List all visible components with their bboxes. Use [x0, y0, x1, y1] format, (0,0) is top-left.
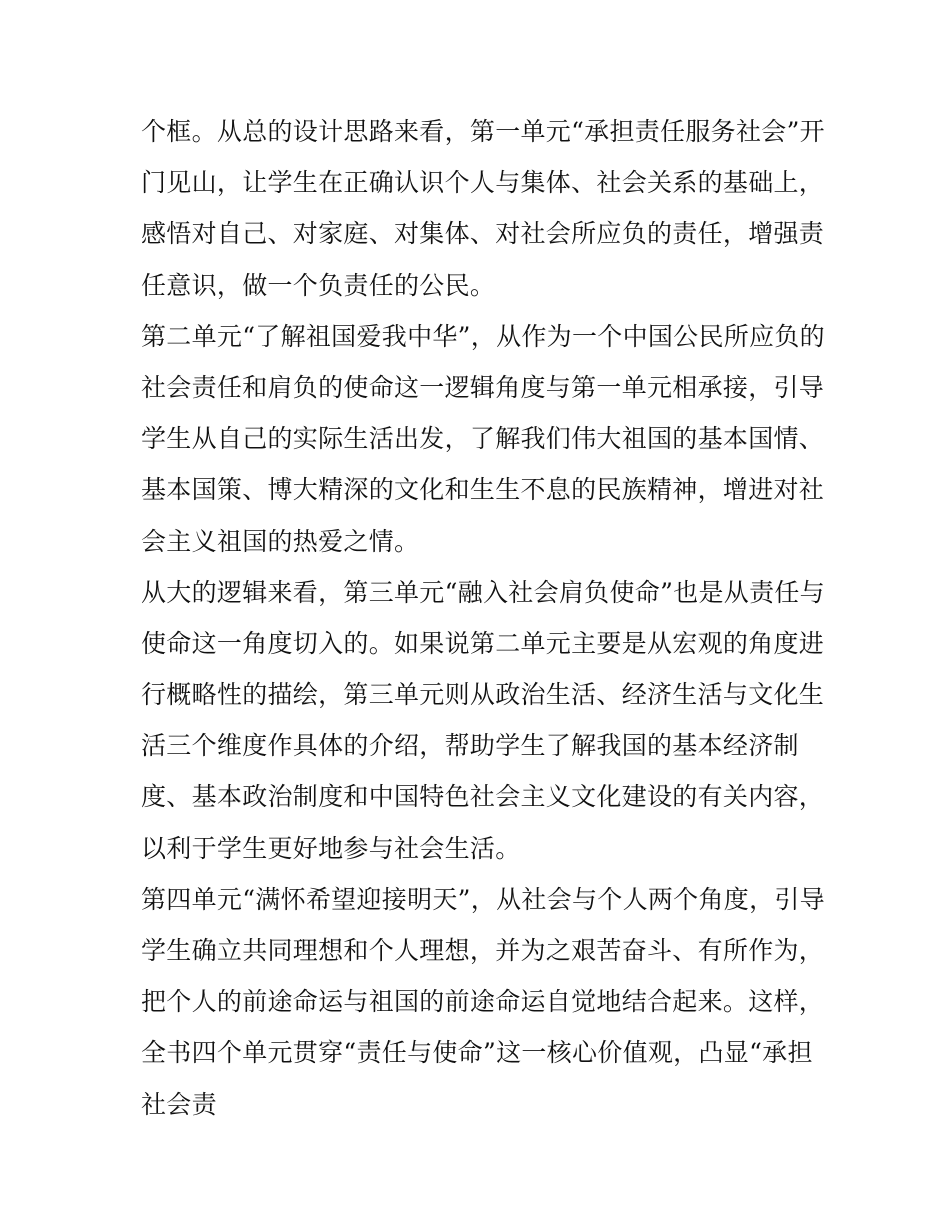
text-line: 从大的逻辑来看，第三单元“融入社会肩负使命”也是从责任与 — [141, 577, 825, 607]
text-line: 学生确立共同理想和个人理想，并为之艰苦奋斗、有所作为， — [141, 936, 825, 965]
text-line: 社会责任和肩负的使命这一逻辑角度与第一单元相承接，引导 — [141, 372, 825, 402]
text-line: 社会责 — [141, 1089, 217, 1119]
text-line: 个框。从总的设计思路来看，第一单元“承担责任服务社会”开 — [141, 117, 825, 146]
text-line: 使命这一角度切入的。如果说第二单元主要是从宏观的角度进 — [141, 628, 825, 658]
text-line: 活三个维度作具体的介绍，帮助学生了解我国的基本经济制 — [141, 731, 799, 761]
text-line: 会主义祖国的热爱之情。 — [141, 526, 420, 556]
text-line: 门见山，让学生在正确认识个人与集体、社会关系的基础上， — [141, 168, 825, 198]
text-line: 感悟对自己、对家庭、对集体、对社会所应负的责任，增强责 — [141, 219, 825, 249]
text-line: 第二单元“了解祖国爱我中华”，从作为一个中国公民所应负的 — [141, 321, 825, 351]
text-line: 以利于学生更好地参与社会生活。 — [141, 833, 521, 863]
text-line: 任意识，做一个负责任的公民。 — [141, 270, 496, 300]
body-text — [141, 106, 825, 1130]
text-line: 基本国策、博大精深的文化和生生不息的民族精神，增进对社 — [141, 475, 825, 505]
text-line: 学生从自己的实际生活出发，了解我们伟大祖国的基本国情、 — [141, 424, 825, 454]
text-line: 行概略性的描绘，第三单元则从政治生活、经济生活与文化生 — [141, 680, 825, 710]
text-line: 第四单元“满怀希望迎接明天”，从社会与个人两个角度，引导 — [141, 884, 825, 914]
text-line: 度、基本政治制度和中国特色社会主义文化建设的有关内容， — [141, 782, 825, 812]
text-line: 全书四个单元贯穿“责任与使命”这一核心价值观，凸显“承担 — [141, 1038, 813, 1068]
text-line: 把个人的前途命运与祖国的前途命运自觉地结合起来。这样， — [141, 987, 825, 1017]
